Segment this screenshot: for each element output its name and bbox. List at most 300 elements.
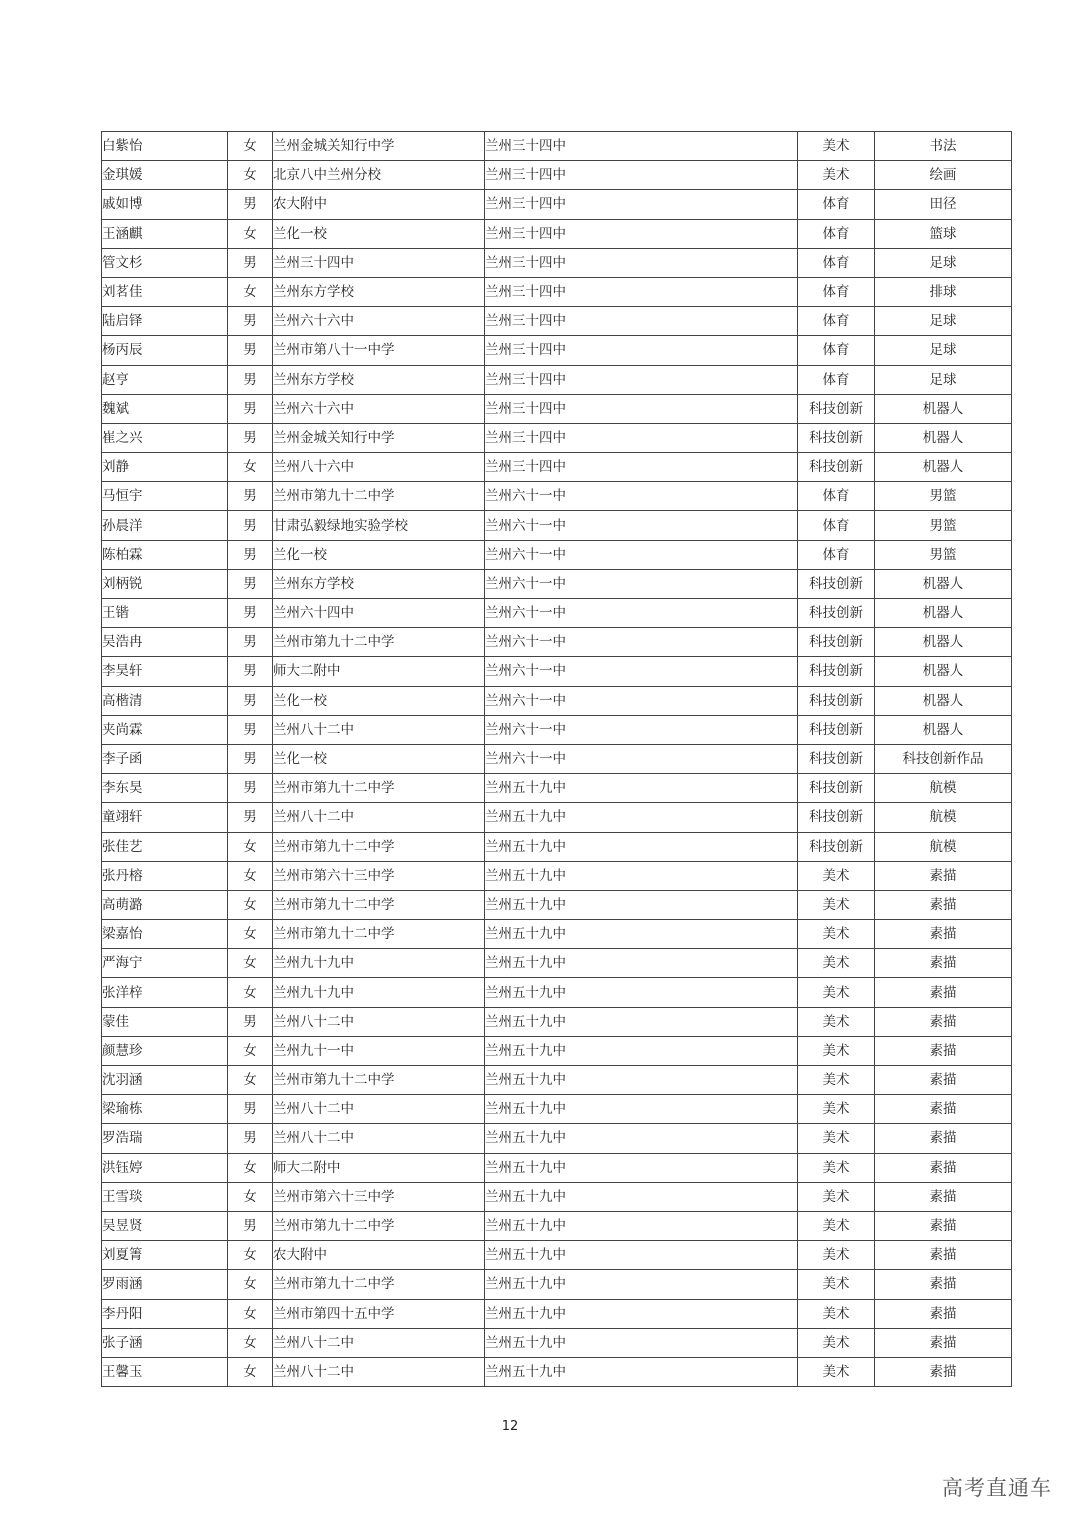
specialty-cell: 航模 [875,832,1012,861]
name-cell: 罗浩瑞 [102,1124,228,1153]
origin-school-cell: 兰州市第九十二中学 [273,1270,485,1299]
gender-cell: 男 [228,482,273,511]
specialty-cell: 男篮 [875,511,1012,540]
category-cell: 体育 [798,511,875,540]
admitted-school-cell: 兰州三十四中 [485,365,798,394]
origin-school-cell: 兰州金城关知行中学 [273,423,485,452]
category-cell: 美术 [798,1066,875,1095]
specialty-cell: 素描 [875,1007,1012,1036]
origin-school-cell: 兰州三十四中 [273,248,485,277]
origin-school-cell: 农大附中 [273,1241,485,1270]
category-cell: 美术 [798,1270,875,1299]
table-row [102,1241,1012,1270]
gender-cell: 女 [228,861,273,890]
origin-school-cell: 甘肃弘毅绿地实验学校 [273,511,485,540]
origin-school-cell: 兰化一校 [273,744,485,773]
gender-cell: 男 [228,307,273,336]
specialty-cell: 素描 [875,1066,1012,1095]
name-cell: 梁瑜栋 [102,1095,228,1124]
name-cell: 严海宁 [102,949,228,978]
gender-cell: 女 [228,890,273,919]
admitted-school-cell: 兰州六十一中 [485,540,798,569]
name-cell: 赵亨 [102,365,228,394]
origin-school-cell: 兰州金城关知行中学 [273,132,485,161]
gender-cell: 男 [228,1007,273,1036]
admitted-school-cell: 兰州三十四中 [485,190,798,219]
specialty-cell: 绘画 [875,161,1012,190]
specialty-cell: 素描 [875,1357,1012,1386]
gender-cell: 男 [228,628,273,657]
category-cell: 科技创新 [798,599,875,628]
gender-cell: 女 [228,1153,273,1182]
category-cell: 体育 [798,219,875,248]
table-row [102,1124,1012,1153]
origin-school-cell: 兰州八十二中 [273,803,485,832]
specialty-cell: 科技创新作品 [875,744,1012,773]
gender-cell: 女 [228,1182,273,1211]
table-row [102,1299,1012,1328]
origin-school-cell: 兰州九十九中 [273,978,485,1007]
gender-cell: 女 [228,920,273,949]
gender-cell: 男 [228,744,273,773]
origin-school-cell: 兰州六十四中 [273,599,485,628]
origin-school-cell: 兰州市第九十二中学 [273,1211,485,1240]
specialty-cell: 素描 [875,1328,1012,1357]
table-row [102,423,1012,452]
admitted-school-cell: 兰州三十四中 [485,394,798,423]
name-cell: 金琪媛 [102,161,228,190]
origin-school-cell: 兰州八十二中 [273,1328,485,1357]
category-cell: 美术 [798,1211,875,1240]
table-row [102,774,1012,803]
specialty-cell: 排球 [875,277,1012,306]
table-row [102,365,1012,394]
specialty-cell: 素描 [875,861,1012,890]
gender-cell: 女 [228,1241,273,1270]
specialty-cell: 素描 [875,1153,1012,1182]
name-cell: 吴昱贤 [102,1211,228,1240]
table-row [102,161,1012,190]
admitted-school-cell: 兰州六十一中 [485,686,798,715]
name-cell: 李东昊 [102,774,228,803]
admitted-school-cell: 兰州五十九中 [485,803,798,832]
table-row [102,657,1012,686]
specialty-cell: 机器人 [875,569,1012,598]
category-cell: 美术 [798,1095,875,1124]
specialty-cell: 机器人 [875,599,1012,628]
name-cell: 刘夏箐 [102,1241,228,1270]
table-row [102,453,1012,482]
origin-school-cell: 兰州东方学校 [273,277,485,306]
table-row [102,482,1012,511]
gender-cell: 男 [228,511,273,540]
gender-cell: 女 [228,1066,273,1095]
category-cell: 美术 [798,1124,875,1153]
table-row [102,803,1012,832]
name-cell: 王馨玉 [102,1357,228,1386]
category-cell: 科技创新 [798,832,875,861]
admitted-school-cell: 兰州三十四中 [485,132,798,161]
admitted-school-cell: 兰州三十四中 [485,219,798,248]
origin-school-cell: 兰州六十六中 [273,307,485,336]
admitted-school-cell: 兰州三十四中 [485,307,798,336]
table-row [102,920,1012,949]
gender-cell: 男 [228,715,273,744]
category-cell: 美术 [798,978,875,1007]
table-row [102,1153,1012,1182]
admitted-school-cell: 兰州五十九中 [485,1328,798,1357]
category-cell: 美术 [798,161,875,190]
table-row [102,1357,1012,1386]
admitted-school-cell: 兰州五十九中 [485,1066,798,1095]
specialty-cell: 素描 [875,1036,1012,1065]
table-row [102,744,1012,773]
admitted-school-cell: 兰州五十九中 [485,832,798,861]
specialty-cell: 素描 [875,978,1012,1007]
admitted-school-cell: 兰州六十一中 [485,569,798,598]
specialty-cell: 航模 [875,774,1012,803]
origin-school-cell: 兰州八十二中 [273,1357,485,1386]
origin-school-cell: 兰州八十六中 [273,453,485,482]
name-cell: 戚如博 [102,190,228,219]
specialty-cell: 素描 [875,1211,1012,1240]
name-cell: 李丹阳 [102,1299,228,1328]
gender-cell: 男 [228,1095,273,1124]
admitted-school-cell: 兰州三十四中 [485,423,798,452]
table-row [102,715,1012,744]
name-cell: 刘茗佳 [102,277,228,306]
category-cell: 美术 [798,1007,875,1036]
origin-school-cell: 兰州八十二中 [273,1095,485,1124]
specialty-cell: 篮球 [875,219,1012,248]
specialty-cell: 素描 [875,1270,1012,1299]
table-row [102,248,1012,277]
specialty-cell: 机器人 [875,715,1012,744]
category-cell: 美术 [798,920,875,949]
admitted-school-cell: 兰州五十九中 [485,1241,798,1270]
category-cell: 科技创新 [798,394,875,423]
admitted-school-cell: 兰州三十四中 [485,161,798,190]
name-cell: 陆启铎 [102,307,228,336]
name-cell: 颜慧珍 [102,1036,228,1065]
category-cell: 美术 [798,1182,875,1211]
table-row [102,569,1012,598]
name-cell: 夹尚霖 [102,715,228,744]
origin-school-cell: 兰州市第九十二中学 [273,832,485,861]
gender-cell: 男 [228,336,273,365]
gender-cell: 男 [228,774,273,803]
origin-school-cell: 兰州市第九十二中学 [273,628,485,657]
specialty-cell: 男篮 [875,482,1012,511]
gender-cell: 女 [228,277,273,306]
name-cell: 高楷清 [102,686,228,715]
category-cell: 体育 [798,365,875,394]
table-row [102,1066,1012,1095]
origin-school-cell: 兰化一校 [273,686,485,715]
category-cell: 美术 [798,1036,875,1065]
table-row [102,832,1012,861]
gender-cell: 女 [228,832,273,861]
table-row [102,628,1012,657]
name-cell: 蒙佳 [102,1007,228,1036]
table-row [102,1211,1012,1240]
category-cell: 美术 [798,1328,875,1357]
gender-cell: 男 [228,1124,273,1153]
name-cell: 崔之兴 [102,423,228,452]
name-cell: 马恒宇 [102,482,228,511]
admitted-school-cell: 兰州六十一中 [485,628,798,657]
name-cell: 管文杉 [102,248,228,277]
admitted-school-cell: 兰州六十一中 [485,715,798,744]
name-cell: 陈柏霖 [102,540,228,569]
gender-cell: 男 [228,599,273,628]
name-cell: 孙晨洋 [102,511,228,540]
table-row [102,1270,1012,1299]
table-row [102,1182,1012,1211]
gender-cell: 男 [228,190,273,219]
table-row [102,190,1012,219]
name-cell: 王锴 [102,599,228,628]
origin-school-cell: 兰州东方学校 [273,365,485,394]
admitted-school-cell: 兰州五十九中 [485,1357,798,1386]
table-row [102,277,1012,306]
table-row [102,511,1012,540]
name-cell: 张子涵 [102,1328,228,1357]
admitted-school-cell: 兰州五十九中 [485,920,798,949]
origin-school-cell: 兰州东方学校 [273,569,485,598]
table-row [102,336,1012,365]
name-cell: 魏斌 [102,394,228,423]
specialty-cell: 机器人 [875,394,1012,423]
category-cell: 科技创新 [798,569,875,598]
table-row [102,132,1012,161]
admitted-school-cell: 兰州五十九中 [485,861,798,890]
gender-cell: 女 [228,453,273,482]
gender-cell: 男 [228,394,273,423]
admitted-school-cell: 兰州五十九中 [485,1007,798,1036]
specialty-cell: 素描 [875,920,1012,949]
name-cell: 洪钰婷 [102,1153,228,1182]
origin-school-cell: 兰州市第九十二中学 [273,1066,485,1095]
category-cell: 科技创新 [798,657,875,686]
gender-cell: 女 [228,1036,273,1065]
category-cell: 科技创新 [798,774,875,803]
specialty-cell: 田径 [875,190,1012,219]
admitted-school-cell: 兰州六十一中 [485,511,798,540]
name-cell: 李子函 [102,744,228,773]
table-row [102,307,1012,336]
category-cell: 科技创新 [798,686,875,715]
origin-school-cell: 兰州六十六中 [273,394,485,423]
table-row [102,861,1012,890]
table-row [102,219,1012,248]
origin-school-cell: 兰州市第四十五中学 [273,1299,485,1328]
category-cell: 美术 [798,1241,875,1270]
gender-cell: 男 [228,423,273,452]
origin-school-cell: 兰州市第六十三中学 [273,861,485,890]
gender-cell: 男 [228,803,273,832]
origin-school-cell: 师大二附中 [273,657,485,686]
admitted-school-cell: 兰州五十九中 [485,1270,798,1299]
table-row [102,1328,1012,1357]
admitted-school-cell: 兰州五十九中 [485,1211,798,1240]
name-cell: 张佳艺 [102,832,228,861]
specialty-cell: 素描 [875,1095,1012,1124]
specialty-cell: 机器人 [875,628,1012,657]
admitted-school-cell: 兰州五十九中 [485,949,798,978]
specialty-cell: 足球 [875,248,1012,277]
specialty-cell: 足球 [875,365,1012,394]
gender-cell: 女 [228,978,273,1007]
gender-cell: 男 [228,686,273,715]
table-row [102,540,1012,569]
gender-cell: 男 [228,1211,273,1240]
specialty-cell: 素描 [875,949,1012,978]
table-row [102,1007,1012,1036]
admitted-school-cell: 兰州三十四中 [485,277,798,306]
name-cell: 刘静 [102,453,228,482]
origin-school-cell: 兰州市第八十一中学 [273,336,485,365]
admitted-school-cell: 兰州六十一中 [485,482,798,511]
category-cell: 美术 [798,1299,875,1328]
gender-cell: 女 [228,1299,273,1328]
category-cell: 体育 [798,482,875,511]
name-cell: 沈羽涵 [102,1066,228,1095]
category-cell: 体育 [798,540,875,569]
gender-cell: 女 [228,161,273,190]
category-cell: 美术 [798,132,875,161]
origin-school-cell: 兰化一校 [273,540,485,569]
specialty-cell: 足球 [875,307,1012,336]
name-cell: 杨丙辰 [102,336,228,365]
origin-school-cell: 兰州市第九十二中学 [273,890,485,919]
origin-school-cell: 兰州八十二中 [273,1007,485,1036]
gender-cell: 女 [228,132,273,161]
origin-school-cell: 兰州市第六十三中学 [273,1182,485,1211]
roster-body [102,132,1012,1387]
name-cell: 高萌潞 [102,890,228,919]
gender-cell: 女 [228,1270,273,1299]
table-row [102,1095,1012,1124]
admitted-school-cell: 兰州三十四中 [485,453,798,482]
admitted-school-cell: 兰州五十九中 [485,1153,798,1182]
category-cell: 美术 [798,1357,875,1386]
table-row [102,890,1012,919]
admitted-school-cell: 兰州三十四中 [485,248,798,277]
gender-cell: 女 [228,219,273,248]
admitted-school-cell: 兰州五十九中 [485,1182,798,1211]
category-cell: 科技创新 [798,423,875,452]
name-cell: 罗雨涵 [102,1270,228,1299]
specialty-cell: 机器人 [875,686,1012,715]
origin-school-cell: 兰州市第九十二中学 [273,482,485,511]
name-cell: 李昊轩 [102,657,228,686]
admitted-school-cell: 兰州五十九中 [485,978,798,1007]
admitted-school-cell: 兰州五十九中 [485,774,798,803]
category-cell: 科技创新 [798,803,875,832]
gender-cell: 女 [228,949,273,978]
specialty-cell: 素描 [875,1182,1012,1211]
specialty-cell: 航模 [875,803,1012,832]
gender-cell: 女 [228,1357,273,1386]
name-cell: 刘柄锐 [102,569,228,598]
origin-school-cell: 兰州市第九十二中学 [273,920,485,949]
category-cell: 科技创新 [798,453,875,482]
table-row [102,978,1012,1007]
name-cell: 童翊轩 [102,803,228,832]
name-cell: 梁嘉怡 [102,920,228,949]
table-row [102,599,1012,628]
origin-school-cell: 兰州九十一中 [273,1036,485,1065]
category-cell: 科技创新 [798,744,875,773]
admitted-school-cell: 兰州三十四中 [485,336,798,365]
gender-cell: 男 [228,657,273,686]
origin-school-cell: 兰州市第九十二中学 [273,774,485,803]
admitted-school-cell: 兰州五十九中 [485,1299,798,1328]
table-row [102,1036,1012,1065]
origin-school-cell: 农大附中 [273,190,485,219]
name-cell: 吴浩冉 [102,628,228,657]
specialty-cell: 书法 [875,132,1012,161]
gender-cell: 男 [228,540,273,569]
specialty-cell: 素描 [875,1241,1012,1270]
specialty-cell: 机器人 [875,657,1012,686]
admitted-school-cell: 兰州六十一中 [485,599,798,628]
origin-school-cell: 兰州八十二中 [273,1124,485,1153]
table-row [102,686,1012,715]
admitted-school-cell: 兰州五十九中 [485,1095,798,1124]
origin-school-cell: 北京八中兰州分校 [273,161,485,190]
category-cell: 美术 [798,1153,875,1182]
category-cell: 科技创新 [798,715,875,744]
page-number: 12 [501,1419,519,1434]
admitted-school-cell: 兰州六十一中 [485,657,798,686]
category-cell: 体育 [798,307,875,336]
category-cell: 科技创新 [798,628,875,657]
name-cell: 王涵麒 [102,219,228,248]
specialty-cell: 机器人 [875,423,1012,452]
category-cell: 美术 [798,890,875,919]
origin-school-cell: 兰州九十九中 [273,949,485,978]
gender-cell: 男 [228,248,273,277]
watermark: 高考直通车 [942,1476,1052,1500]
specialty-cell: 男篮 [875,540,1012,569]
gender-cell: 女 [228,1328,273,1357]
admitted-school-cell: 兰州五十九中 [485,890,798,919]
category-cell: 体育 [798,190,875,219]
gender-cell: 男 [228,365,273,394]
admitted-school-cell: 兰州五十九中 [485,1036,798,1065]
name-cell: 白紫怡 [102,132,228,161]
origin-school-cell: 兰州八十二中 [273,715,485,744]
category-cell: 体育 [798,336,875,365]
specialty-cell: 素描 [875,1124,1012,1153]
table-row [102,394,1012,423]
specialty-cell: 足球 [875,336,1012,365]
student-roster-table [101,131,1012,1387]
name-cell: 王雪琰 [102,1182,228,1211]
specialty-cell: 素描 [875,1299,1012,1328]
table-row [102,949,1012,978]
gender-cell: 男 [228,569,273,598]
category-cell: 体育 [798,277,875,306]
admitted-school-cell: 兰州六十一中 [485,744,798,773]
category-cell: 美术 [798,861,875,890]
category-cell: 美术 [798,949,875,978]
name-cell: 张丹榕 [102,861,228,890]
specialty-cell: 素描 [875,890,1012,919]
name-cell: 张洋梓 [102,978,228,1007]
